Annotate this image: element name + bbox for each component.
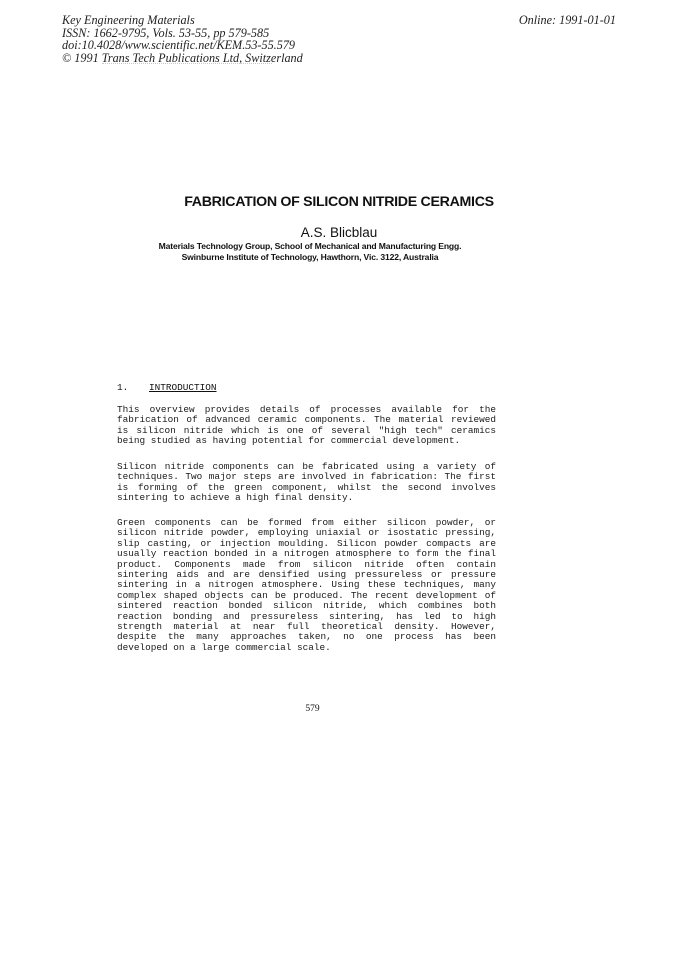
- paragraph-2: Silicon nitride components can be fabricated using a variety of techniques. Two major steps are involved in fabrication: The first is forming of the green component, whilst the second involves sintering to achieve a high final density.: [117, 461, 496, 504]
- journal-name: Key Engineering Materials: [62, 13, 195, 27]
- copyright-line: © 1991 Trans Tech Publications Ltd, Switzerland: [62, 50, 303, 65]
- online-date: Online: 1991-01-01: [518, 13, 616, 27]
- affiliation-line-2: Swinburne Institute of Technology, Hawthorn, Vic. 3122, Australia: [181, 252, 439, 262]
- citation-header: [62, 14, 303, 64]
- author-name: A.S. Blicblau: [300, 225, 378, 240]
- section-number: 1.: [117, 382, 129, 393]
- paper-title: FABRICATION OF SILICON NITRIDE CERAMICS: [184, 194, 494, 210]
- doi-line: doi:10.4028/www.scientific.net/KEM.53-55.579: [62, 38, 296, 53]
- issn-line: ISSN: 1662-9795, Vols. 53-55, pp 579-585: [62, 25, 270, 40]
- affiliation-line-1: Materials Technology Group, School of Mechanical and Manufacturing Engg.: [158, 241, 462, 251]
- paragraph-3: Green components can be formed from either silicon powder, or silicon nitride powder, employing uniaxial or isostatic pressing, slip casting, or injection moulding. Silicon powder compacts are usually reaction bonded in a nitrogen atmosphere to form the final product. Components made from silicon nitride often contain sintering aids and are densified using pressureless or pressure sintering in a nitrogen atmosphere. Using these techniques, many complex shaped objects can be produced. The recent development of sintered reaction bonded silicon nitride, which combines both reaction bonding and pressureless sintering, has led to high strength material at near full theoretical density. However, despite the many approaches taken, no one process has been developed on a large commercial scale.: [117, 517, 496, 653]
- paragraph-1: This overview provides details of processes available for the fabrication of advanced ceramic components. The material reviewed is silicon nitride which is one of several "high tech" ceramics being studied as having potential for commercial development.: [117, 404, 496, 447]
- section-heading: [117, 382, 217, 393]
- faint-divider: [102, 63, 272, 66]
- page-number: 579: [305, 704, 320, 714]
- section-title: INTRODUCTION: [149, 382, 217, 393]
